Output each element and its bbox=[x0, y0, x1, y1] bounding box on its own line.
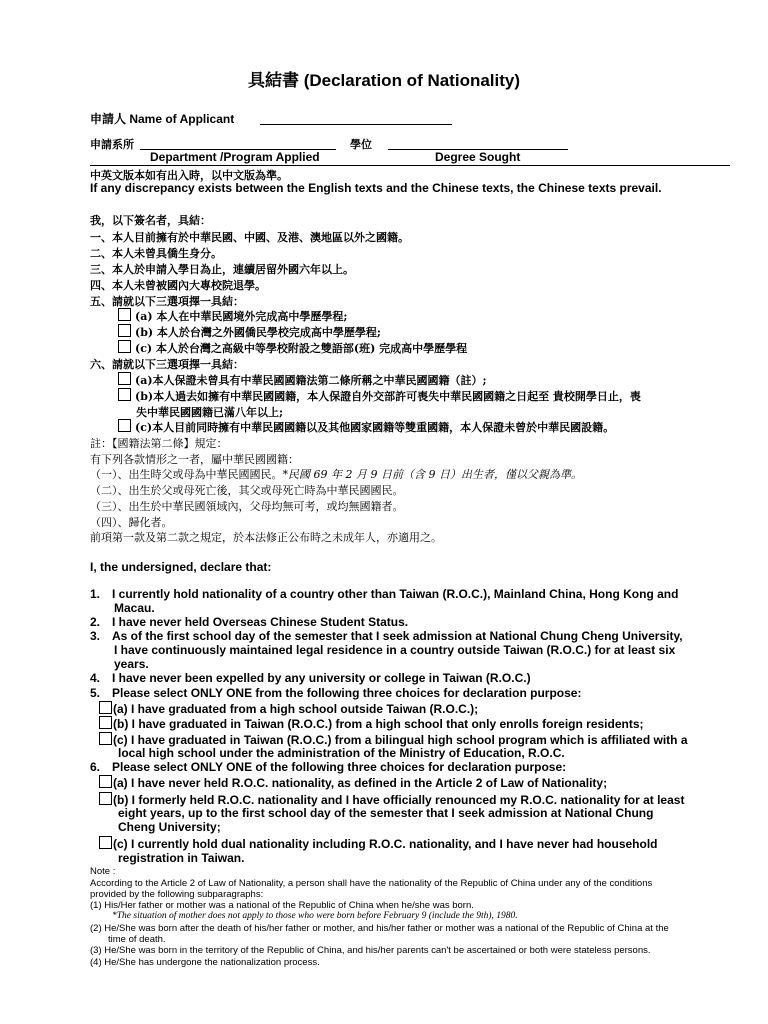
en-item-4-text: I have never been expelled by any university or college in Taiwan (R.O.C.) bbox=[112, 671, 531, 685]
en-option-6b-cont-2: Cheng University; bbox=[118, 820, 221, 834]
department-label-en: Department /Program Applied bbox=[150, 150, 320, 164]
checkbox-cn-6a[interactable] bbox=[118, 372, 131, 385]
en-option-5a-label: (a) I have graduated from a high school outside Taiwan (R.O.C.); bbox=[113, 702, 479, 716]
checkbox-en-6a[interactable] bbox=[99, 775, 112, 788]
en-item-3-number: 3. bbox=[90, 629, 101, 643]
en-intro: I, the undersigned, declare that: bbox=[90, 560, 272, 574]
cn-note-4: （四）、歸化者。 bbox=[90, 516, 173, 529]
cn-note-0: 有下列各款情形之一者，屬中華民國國籍： bbox=[90, 453, 299, 466]
en-note-1: (1) His/Her father or mother was a national of the Republic of China when he/she was born. bbox=[90, 900, 474, 911]
cn-option-6a bbox=[118, 372, 487, 388]
en-option-6c-cont: registration in Taiwan. bbox=[118, 851, 245, 865]
cn-note-1 bbox=[90, 466, 582, 482]
en-option-6c-label: (c) I currently hold dual nationality including R.O.C. nationality, and I have never had household bbox=[113, 837, 658, 851]
en-option-5c-cont: local high school under the administration of the Ministry of Education, R.O.C. bbox=[118, 746, 565, 760]
cn-item-3: 三、本人於申請入學日為止，連續居留外國六年以上。 bbox=[90, 263, 354, 276]
en-option-5c bbox=[99, 732, 688, 747]
en-item-1-text: I currently hold nationality of a country other than Taiwan (R.O.C.), Mainland China, Hong Kong and bbox=[112, 587, 679, 601]
checkbox-cn-6b[interactable] bbox=[118, 388, 131, 401]
en-item-1-number: 1. bbox=[90, 587, 101, 601]
applicant-name-line[interactable] bbox=[260, 124, 452, 125]
checkbox-en-5a[interactable] bbox=[99, 701, 112, 714]
checkbox-cn-5b[interactable] bbox=[118, 324, 131, 337]
cn-item-5: 五、請就以下三選項擇一具結： bbox=[90, 295, 244, 308]
cn-option-6a-label: (a)本人保證未曾具有中華民國國籍法第二條所稱之中華民國國籍（註）; bbox=[135, 374, 487, 387]
cn-option-5a bbox=[118, 308, 347, 324]
cn-item-1: 一、本人目前擁有於中華民國、中國、及港、澳地區以外之國籍。 bbox=[90, 231, 409, 244]
checkbox-en-6b[interactable] bbox=[99, 792, 112, 805]
cn-option-5c bbox=[118, 340, 467, 356]
applicant-name-label: 申請人 Name of Applicant bbox=[90, 112, 235, 126]
en-option-5b-label: (b) I have graduated in Taiwan (R.O.C.) from a high school that only enrolls foreign residents; bbox=[113, 717, 644, 731]
cn-option-6c bbox=[118, 419, 614, 435]
page-title: 具結書 (Declaration of Nationality) bbox=[247, 71, 521, 90]
en-item-2-text: I have never held Overseas Chinese Student Status. bbox=[112, 615, 409, 629]
en-note-head: Note : bbox=[90, 866, 116, 877]
cn-note-2: （二）、出生於父或母死亡後，其父或母死亡時為中華民國國民。 bbox=[90, 484, 404, 497]
checkbox-cn-5a[interactable] bbox=[118, 308, 131, 321]
en-note-2b: time of death. bbox=[108, 934, 166, 945]
en-item-1 bbox=[90, 587, 678, 601]
en-option-5c-label: (c) I have graduated in Taiwan (R.O.C.) from a bilingual high school program which is affiliated with a bbox=[113, 733, 688, 747]
chinese-prevail-note: 中英文版本如有出入時，以中文版為準。 bbox=[90, 169, 288, 182]
cn-option-6b-cont: 失中華民國國籍已滿八年以上; bbox=[136, 406, 284, 419]
checkbox-en-6c[interactable] bbox=[99, 836, 112, 849]
en-option-6b bbox=[99, 792, 684, 807]
en-note-2a: (2) He/She was born after the death of his/her father or mother, and his/her father or mother was a national of the Republic of China at the bbox=[90, 923, 669, 934]
department-label-cn: 申請系所 bbox=[90, 138, 134, 151]
en-option-6b-label: (b) I formerly held R.O.C. nationality and I have officially renounced my R.O.C. nationality for at least bbox=[113, 793, 685, 807]
cn-item-6: 六、請就以下三選項擇一具結： bbox=[90, 358, 244, 371]
en-option-5a bbox=[99, 701, 478, 716]
checkbox-en-5b[interactable] bbox=[99, 716, 112, 729]
cn-option-6b bbox=[118, 388, 641, 404]
en-item-1-cont: Macau. bbox=[114, 601, 155, 615]
en-item-6-text: Please select ONLY ONE of the following three choices for declaration purpose: bbox=[112, 760, 567, 774]
en-item-6 bbox=[90, 760, 566, 774]
cn-option-5b-label: (b) 本人於台灣之外國僑民學校完成高中學歷學程; bbox=[135, 326, 381, 339]
en-item-3-cont-1: I have continuously maintained legal residence in a country outside Taiwan (R.O.C.) for at least six bbox=[114, 643, 676, 657]
en-item-3 bbox=[90, 629, 683, 643]
cn-option-5b bbox=[118, 324, 381, 340]
cn-item-2: 二、本人未曾具僑生身分。 bbox=[90, 247, 222, 260]
en-item-4 bbox=[90, 671, 531, 685]
en-item-6-number: 6. bbox=[90, 760, 101, 774]
degree-label-en: Degree Sought bbox=[435, 150, 521, 164]
en-option-5b bbox=[99, 716, 644, 731]
cn-item-4: 四、本人未曾被國內大專校院退學。 bbox=[90, 279, 266, 292]
degree-label-cn: 學位 bbox=[350, 138, 372, 151]
divider bbox=[90, 165, 730, 166]
cn-note-1-text: （一）、出生時父或母為中華民國國民。 bbox=[90, 468, 283, 481]
en-item-4-number: 4. bbox=[90, 671, 101, 685]
checkbox-en-5c[interactable] bbox=[99, 732, 112, 745]
en-item-5-text: Please select ONLY ONE from the following three choices for declaration purpose: bbox=[112, 686, 582, 700]
en-note-1-italic: *The situation of mother does not apply to those who were born before February 9 (include the 9th), 1980. bbox=[112, 911, 518, 921]
cn-intro: 我，以下簽名者，具結： bbox=[90, 214, 211, 227]
en-item-3-cont-2: years. bbox=[114, 657, 149, 671]
en-option-6c bbox=[99, 836, 658, 851]
en-item-5 bbox=[90, 686, 581, 700]
cn-note-head: 註：【國籍法第二條】規定： bbox=[90, 437, 228, 450]
en-item-5-number: 5. bbox=[90, 686, 101, 700]
en-note-3: (3) He/She was born in the territory of the Republic of China, and his/her parents can't be ascertained or both were stateless persons. bbox=[90, 945, 651, 956]
cn-note-3: （三）、出生於中華民國領域內，父母均無可考，或均無國籍者。 bbox=[90, 500, 404, 513]
cn-option-5c-label: (c) 本人於台灣之高級中等學校附設之雙語部(班) 完成高中學歷學程 bbox=[135, 342, 468, 355]
cn-note-5: 前項第一款及第二款之規定，於本法修正公布時之未成年人，亦適用之。 bbox=[90, 531, 442, 544]
cn-note-1-italic: *民國 69 年 2 月 9 日前（含 9 日）出生者，僅以父親為準。 bbox=[282, 468, 582, 481]
en-option-6a-label: (a) I have never held R.O.C. nationality, as defined in the Article 2 of Law of Nationality; bbox=[113, 776, 608, 790]
en-note-4: (4) He/She has undergone the nationalization process. bbox=[90, 957, 320, 968]
en-item-3-text: As of the first school day of the semester that I seek admission at National Chung Cheng University, bbox=[112, 629, 683, 643]
checkbox-cn-5c[interactable] bbox=[118, 340, 131, 353]
en-note-0a: According to the Article 2 of Law of Nationality, a person shall have the nationality of the Republic of China under any of the conditions bbox=[90, 878, 653, 889]
cn-option-6b-label: (b)本人過去如擁有中華民國國籍，本人保證自外交部許可喪失中華民國國籍之日起至 貴校開學日止，喪 bbox=[135, 390, 641, 403]
en-item-2-number: 2. bbox=[90, 615, 101, 629]
checkbox-cn-6c[interactable] bbox=[118, 419, 131, 432]
en-item-2 bbox=[90, 615, 408, 629]
cn-option-5a-label: (a) 本人在中華民國境外完成高中學歷學程; bbox=[135, 310, 348, 323]
en-note-0b: provided by the following subparagraphs: bbox=[90, 889, 264, 900]
cn-option-6c-label: (c)本人目前同時擁有中華民國國籍以及其他國家國籍等雙重國籍，本人保證未曾於中華民國設籍。 bbox=[135, 421, 615, 434]
en-option-6b-cont-1: eight years, up to the first school day of the semester that I seek admission at National Chung bbox=[118, 806, 654, 820]
english-prevail-note: If any discrepancy exists between the English texts and the Chinese texts, the Chinese texts prevail. bbox=[90, 181, 662, 195]
en-option-6a bbox=[99, 775, 607, 790]
